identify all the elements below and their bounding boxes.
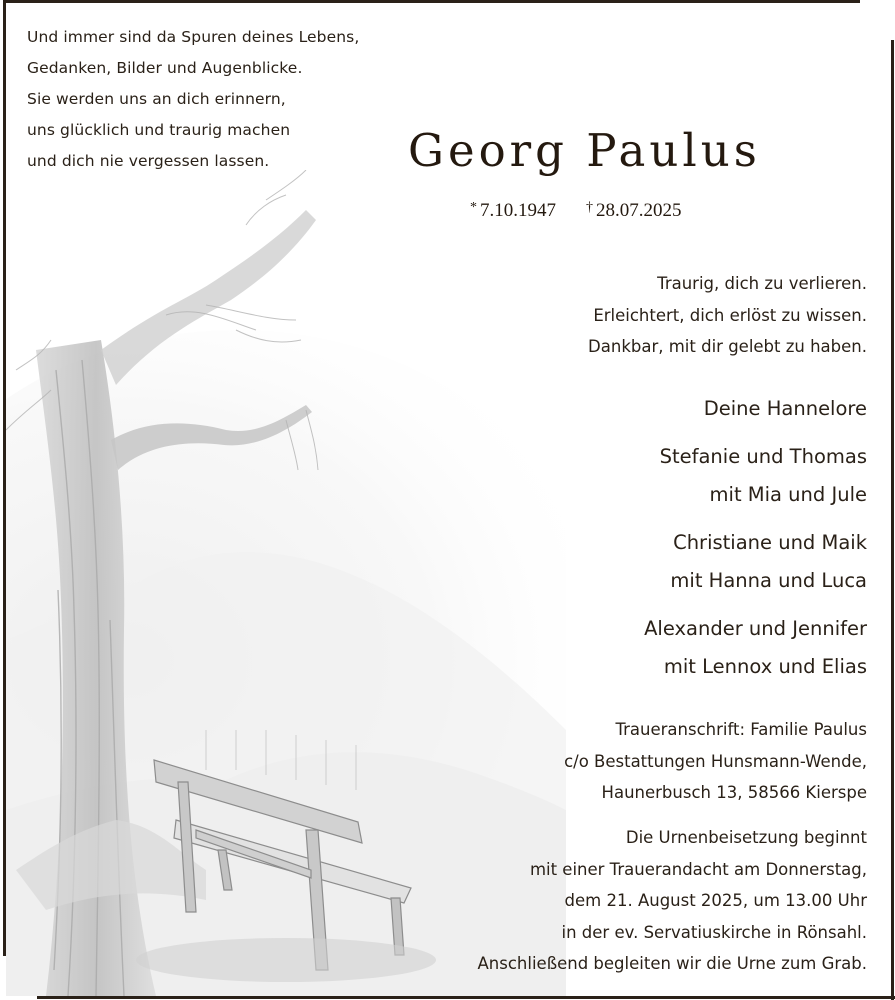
poem-line: Und immer sind da Spuren deines Lebens, bbox=[27, 28, 360, 46]
service-line: Die Urnenbeisetzung beginnt bbox=[625, 828, 867, 847]
death-date: 28.07.2025 bbox=[596, 200, 682, 221]
poem bbox=[27, 22, 359, 177]
mourning-address bbox=[564, 714, 867, 809]
poem-line: Gedanken, Bilder und Augenblicke. bbox=[27, 59, 303, 77]
mourners-list bbox=[644, 392, 867, 698]
service-line: Anschließend begleiten wir die Urne zum Grab. bbox=[477, 954, 867, 973]
poem-line: uns glücklich und traurig machen bbox=[27, 121, 291, 139]
mourner-line: mit Hanna und Luca bbox=[670, 569, 867, 592]
service-line: in der ev. Servatiuskirche in Rönsahl. bbox=[561, 922, 867, 942]
mourner-line: Deine Hannelore bbox=[703, 397, 867, 420]
funeral-service-info bbox=[478, 822, 867, 980]
deceased-name: Georg Paulus bbox=[408, 124, 761, 177]
address-line: Traueranschrift: Familie Paulus bbox=[615, 720, 867, 739]
mourner-line: Alexander und Jennifer bbox=[644, 617, 867, 640]
motto-line: Dankbar, mit dir gelebt zu haben. bbox=[588, 337, 867, 356]
death-dagger-icon: † bbox=[586, 200, 593, 215]
service-line: mit einer Trauerandacht am Donnerstag, bbox=[529, 859, 867, 879]
mourner-group bbox=[644, 612, 867, 688]
mourner-line: mit Lennox und Elias bbox=[663, 655, 867, 678]
motto-line: Traurig, dich zu verlieren. bbox=[657, 274, 867, 293]
mourner-group bbox=[644, 392, 867, 430]
birth-star-icon: * bbox=[470, 200, 477, 215]
mourner-line: Christiane und Maik bbox=[673, 531, 867, 554]
motto bbox=[588, 268, 867, 363]
mourner-group bbox=[644, 440, 867, 516]
poem-line: Sie werden uns an dich erinnern, bbox=[27, 90, 286, 108]
frame-right-line bbox=[891, 40, 894, 1000]
poem-line: und dich nie vergessen lassen. bbox=[27, 152, 270, 170]
frame-top-line bbox=[3, 0, 860, 3]
life-dates bbox=[470, 200, 682, 222]
birth-date: 7.10.1947 bbox=[480, 200, 556, 221]
mourner-line: Stefanie und Thomas bbox=[659, 445, 867, 468]
motto-line: Erleichtert, dich erlöst zu wissen. bbox=[593, 305, 867, 325]
address-line: c/o Bestattungen Hunsmann-Wende, bbox=[564, 751, 867, 771]
service-line: dem 21. August 2025, um 13.00 Uhr bbox=[564, 891, 867, 910]
mourner-line: mit Mia und Jule bbox=[709, 483, 867, 506]
mourner-group bbox=[644, 526, 867, 602]
address-line: Haunerbusch 13, 58566 Kierspe bbox=[601, 783, 867, 802]
frame-bottom-line bbox=[37, 996, 895, 999]
